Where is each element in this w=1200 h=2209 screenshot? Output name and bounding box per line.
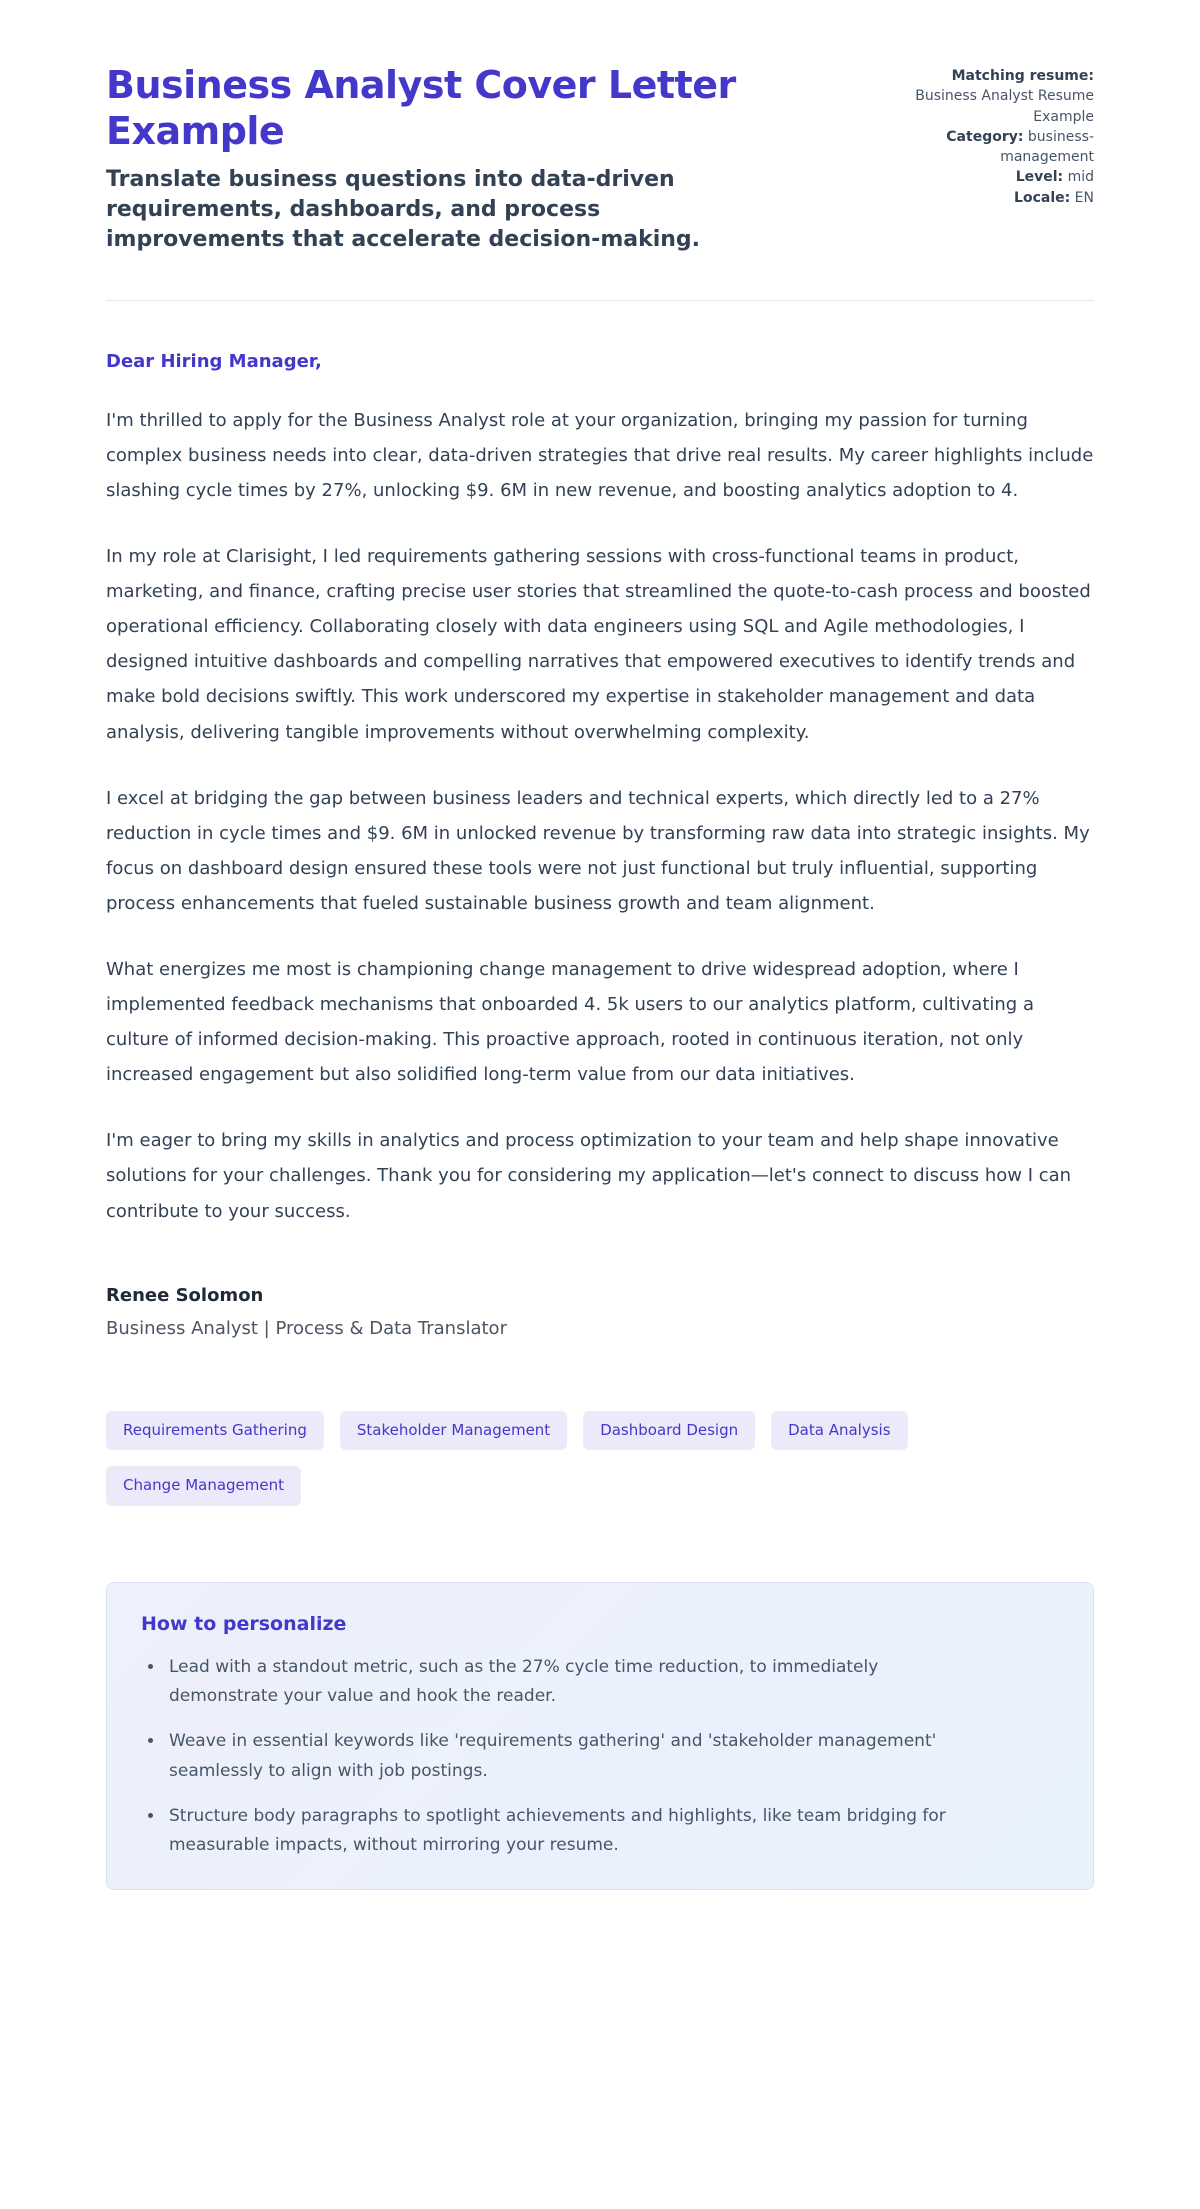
meta-value-locale: EN (1074, 189, 1094, 206)
letter-paragraph-5: I'm eager to bring my skills in analytics and process optimization to your team and help shape innovative solutions for your challenges. Thank you for considering my application—let's connect to discuss how I can contribute to your success. (106, 1130, 1072, 1222)
meta-label-matching-resume: Matching resume: (951, 68, 1094, 84)
meta-matching-resume (912, 66, 1094, 127)
meta-label-locale: Locale: (1014, 189, 1071, 206)
resume-meta (912, 62, 1094, 208)
personalize-heading: How to personalize (141, 1612, 347, 1635)
letter-paragraph-2: In my role at Clarisight, I led requirements gathering sessions with cross-functional teams in product, marketing, and finance, crafting precise user stories that streamlined the quote-to-cash process and boosted operational efficiency. Collaborating closely with data engineers using SQL and Agile methodologies, I designed intuitive dashboards and compelling narratives that empowered executives to identify trends and make bold decisions swiftly. This work underscored my expertise in stakeholder management and data analysis, delivering tangible improvements without overwhelming complexity. (106, 546, 1091, 743)
header-title-block (106, 62, 826, 256)
header (106, 62, 1094, 256)
divider (106, 300, 1094, 301)
page-subtitle: Translate business questions into data-driven requirements, dashboards, and process improvements that accelerate decision-making. (106, 166, 701, 253)
meta-value-category: business-management (1000, 128, 1094, 166)
skill-tag-data-analysis: Data Analysis (771, 1411, 907, 1451)
signature-role: Business Analyst | Process & Data Translator (106, 1317, 507, 1339)
letter-paragraph-1: I'm thrilled to apply for the Business Analyst role at your organization, bringing my passion for turning complex business needs into clear, data-driven strategies that drive real results. My career highlights include slashing cycle times by 27%, unlocking $9. 6M in new revenue, and boosting analytics adoption to 4. (106, 409, 1094, 501)
cover-letter-body (106, 351, 1094, 1339)
skill-tag-requirements-gathering: Requirements Gathering (106, 1411, 324, 1451)
personalize-box (106, 1582, 1094, 1891)
skill-tag-change-management: Change Management (106, 1466, 301, 1506)
page-title: Business Analyst Cover Letter Example (106, 63, 736, 154)
personalize-tip-2: • Weave in essential keywords like 'requirements gathering' and 'stakeholder management' seamlessly to align with job postings. (165, 1727, 961, 1787)
salutation: Dear Hiring Manager, (106, 350, 322, 372)
meta-label-category: Category: (946, 128, 1024, 145)
skill-tag-dashboard-design: Dashboard Design (583, 1411, 755, 1451)
meta-label-level: Level: (1015, 169, 1064, 186)
skill-tag-list (106, 1411, 1094, 1506)
meta-locale (912, 188, 1094, 208)
meta-value-level: mid (1067, 169, 1094, 186)
personalize-tip-1: • Lead with a standout metric, such as the 27% cycle time reduction, to immediately demonstrate your value and hook the reader. (165, 1653, 961, 1713)
letter-paragraph-4: What energizes me most is championing change management to drive widespread adoption, where I implemented feedback mechanisms that onboarded 4. 5k users to our analytics platform, cultivating a culture of informed decision-making. This proactive approach, rooted in continuous iteration, not only increased engagement but also solidified long-term value from our data initiatives. (106, 959, 1034, 1086)
personalize-tip-3: • Structure body paragraphs to spotlight achievements and highlights, like team bridging for measurable impacts, without mirroring your resume. (165, 1802, 961, 1862)
personalize-tip-list (141, 1653, 961, 1862)
skill-tag-stakeholder-management: Stakeholder Management (340, 1411, 567, 1451)
letter-paragraph-3: I excel at bridging the gap between business leaders and technical experts, which directly led to a 27% reduction in cycle times and $9. 6M in unlocked revenue by transforming raw data into strategic insights. My focus on dashboard design ensured these tools were not just functional but truly influential, supporting process enhancements that fueled sustainable business growth and team alignment. (106, 787, 1090, 914)
meta-category (912, 127, 1094, 168)
meta-value-matching-resume: Business Analyst Resume Example (915, 88, 1094, 125)
meta-level (912, 167, 1094, 187)
page (106, 0, 1094, 1946)
signature-name: Renee Solomon (106, 1284, 264, 1306)
